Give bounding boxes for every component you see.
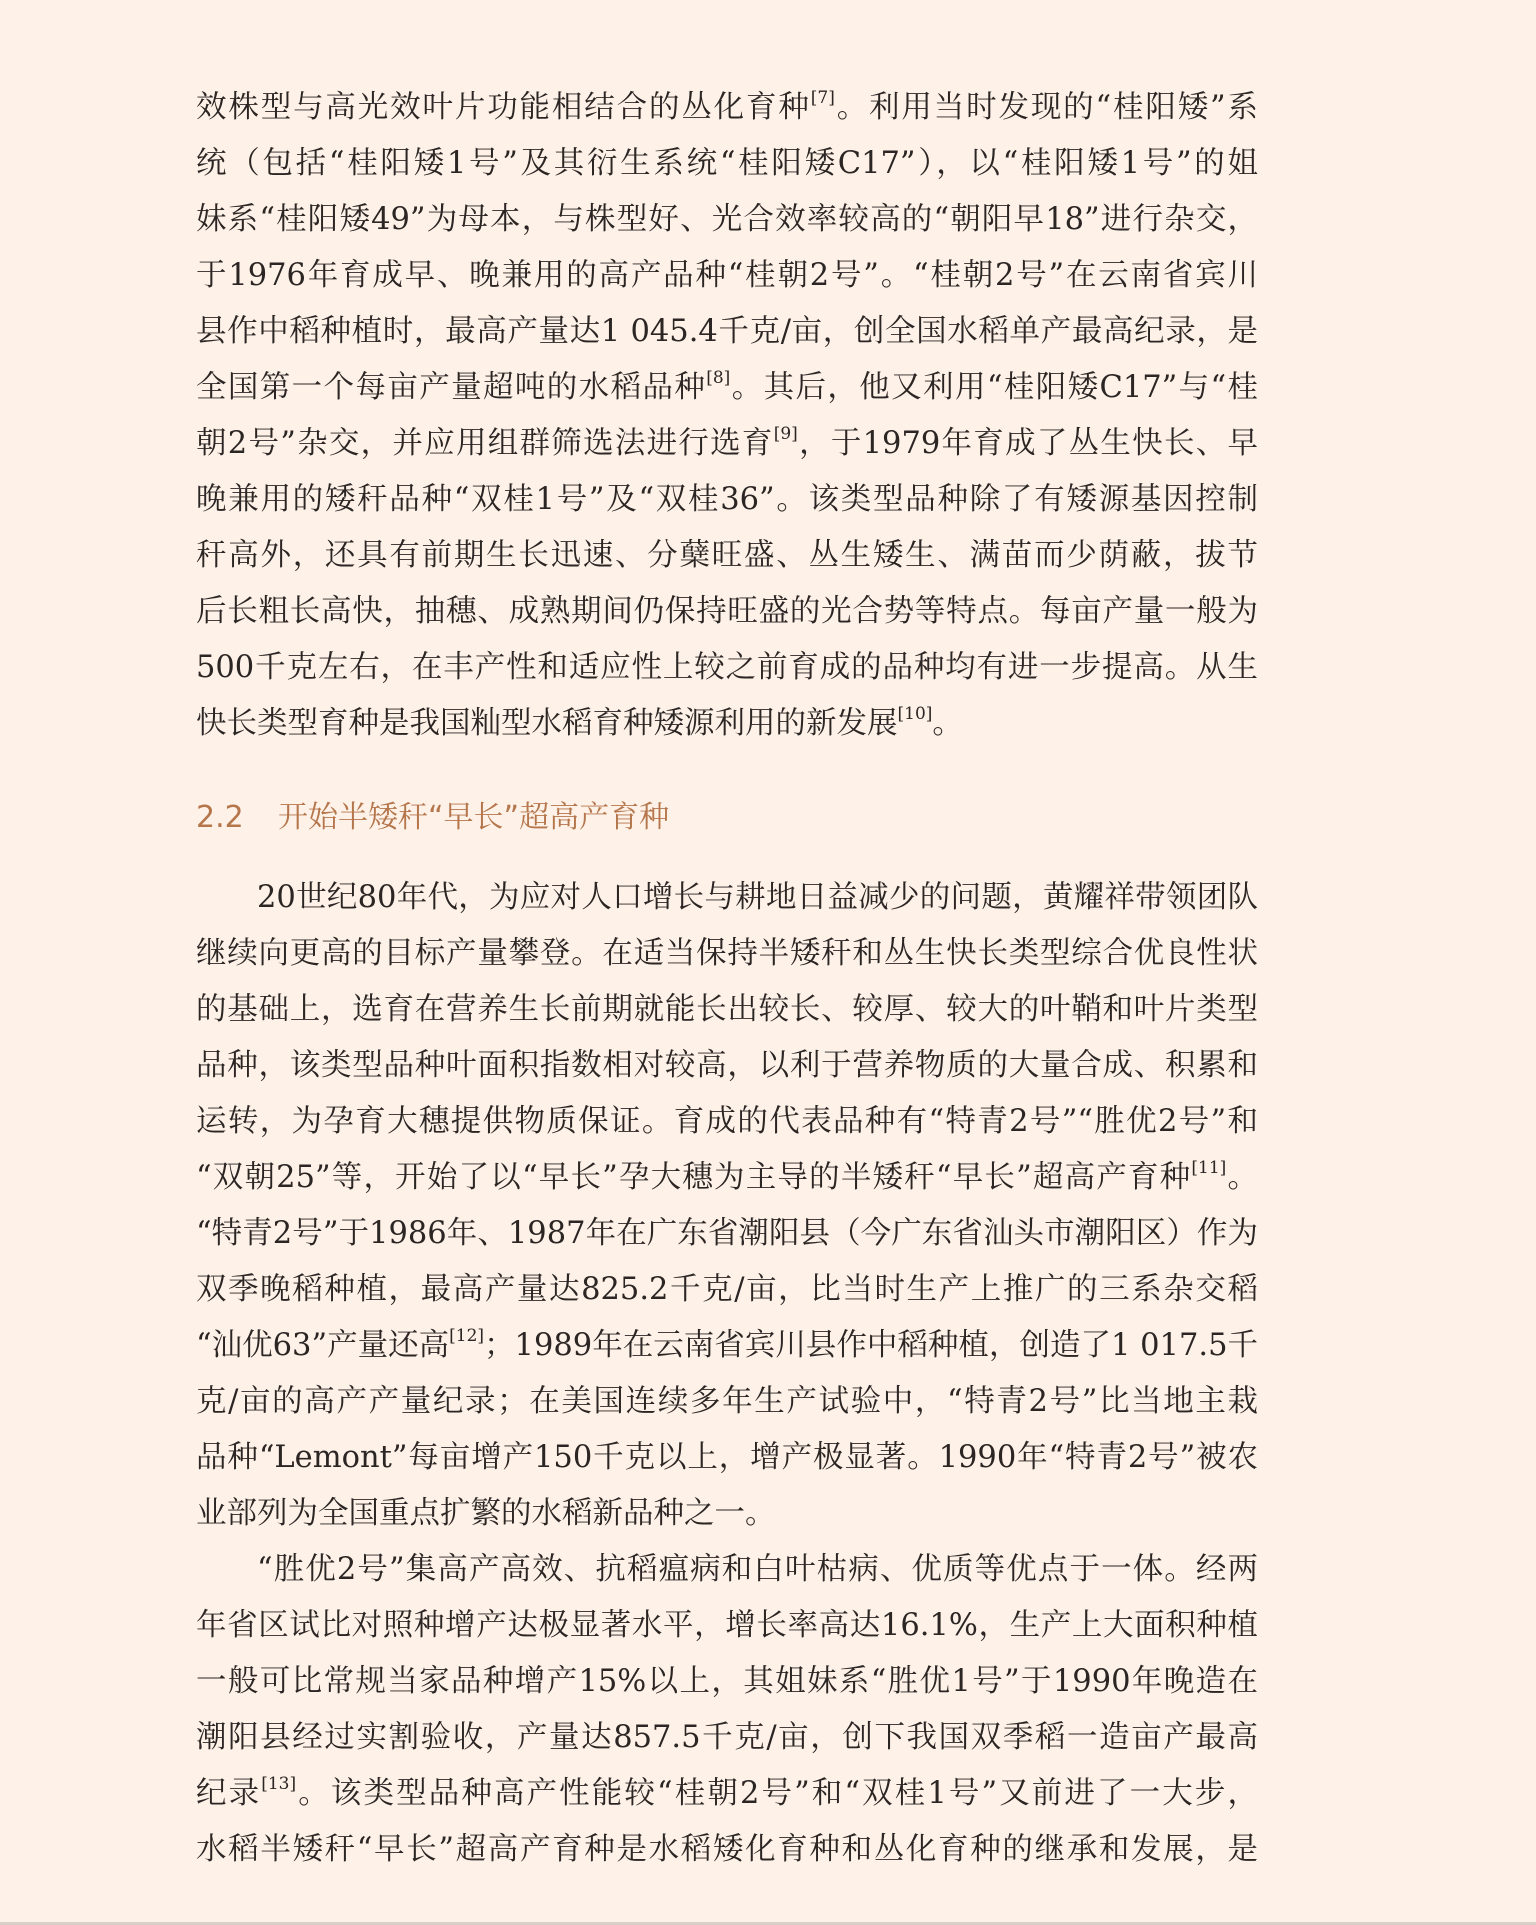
text-line: 品种“Lemont”每亩增产150千克以上，增产极显著。1990年“特青2号”被农 xyxy=(196,1440,1258,1475)
text-line: “胜优2号”集高产高效、抗稻瘟病和白叶枯病、优质等优点于一体。经两 xyxy=(257,1552,1258,1587)
text-line: 妹系“桂阳矮49”为母本，与株型好、光合效率较高的“朝阳早18”进行杂交， xyxy=(196,202,1258,237)
text-line: 水稻半矮秆“早长”超高产育种是水稻矮化育种和丛化育种的继承和发展，是 xyxy=(196,1832,1258,1867)
citation-8: [8] xyxy=(706,368,731,388)
text-line: 品种，该类型品种叶面积指数相对较高，以利于营养物质的大量合成、积累和 xyxy=(196,1048,1258,1083)
text-line: 秆高外，还具有前期生长迅速、分蘖旺盛、丛生矮生、满苗而少荫蔽，拔节 xyxy=(196,538,1258,573)
text-line: 运转，为孕育大穗提供物质保证。育成的代表品种有“特青2号”“胜优2号”和 xyxy=(196,1104,1258,1139)
section-title: 开始半矮秆“早长”超高产育种 xyxy=(278,800,670,835)
citation-12: [12] xyxy=(449,1326,485,1346)
citation-7: [7] xyxy=(810,88,835,108)
text-line: 统（包括“桂阳矮1号”及其衍生系统“桂阳矮C17”），以“桂阳矮1号”的姐 xyxy=(196,146,1258,181)
text-line: 的基础上，选育在营养生长前期就能长出较长、较厚、较大的叶鞘和叶片类型 xyxy=(196,992,1258,1027)
text-line: 20世纪80年代，为应对人口增长与耕地日益减少的问题，黄耀祥带领团队 xyxy=(257,880,1258,915)
text-line: 全国第一个每亩产量超吨的水稻品种[8]。其后，他又利用“桂阳矮C17”与“桂 xyxy=(196,368,1258,405)
page-body-bottom xyxy=(196,870,1258,1878)
paragraph-3 xyxy=(196,1542,1258,1878)
paragraph-1 xyxy=(196,80,1258,752)
text-line: 克/亩的高产产量纪录；在美国连续多年生产试验中，“特青2号”比当地主栽 xyxy=(196,1384,1258,1419)
text-line: “特青2号”于1986年、1987年在广东省潮阳县（今广东省汕头市潮阳区）作为 xyxy=(196,1216,1258,1251)
text-line: 纪录[13]。该类型品种高产性能较“桂朝2号”和“双桂1号”又前进了一大步， xyxy=(196,1774,1258,1811)
text-line: 后长粗长高快，抽穗、成熟期间仍保持旺盛的光合势等特点。每亩产量一般为 xyxy=(196,594,1258,629)
citation-10: [10] xyxy=(897,704,933,724)
citation-13: [13] xyxy=(261,1774,297,1794)
text-line: “汕优63”产量还高[12]；1989年在云南省宾川县作中稻种植，创造了1 017.5千 xyxy=(196,1326,1258,1363)
citation-11: [11] xyxy=(1191,1158,1227,1178)
text-line: 年省区试比对照种增产达极显著水平，增长率高达16.1%，生产上大面积种植 xyxy=(196,1608,1258,1643)
text-line: 快长类型育种是我国籼型水稻育种矮源利用的新发展[10]。 xyxy=(196,704,963,741)
text-line: 双季晚稻种植，最高产量达825.2千克/亩，比当时生产上推广的三系杂交稻 xyxy=(196,1272,1258,1307)
text-line: 业部列为全国重点扩繁的水稻新品种之一。 xyxy=(196,1496,776,1531)
text-line: 县作中稻种植时，最高产量达1 045.4千克/亩，创全国水稻单产最高纪录，是 xyxy=(196,314,1258,349)
page-body-top xyxy=(196,80,1258,752)
citation-9: [9] xyxy=(773,424,798,444)
text-line: 朝2号”杂交，并应用组群筛选法进行选育[9]，于1979年育成了丛生快长、早 xyxy=(196,424,1258,461)
text-line: 于1976年育成早、晚兼用的高产品种“桂朝2号”。“桂朝2号”在云南省宾川 xyxy=(196,258,1258,293)
section-number: 2.2 xyxy=(196,800,244,835)
text-line: 潮阳县经过实割验收，产量达857.5千克/亩，创下我国双季稻一造亩产最高 xyxy=(196,1720,1258,1755)
text-line: 继续向更高的目标产量攀登。在适当保持半矮秆和丛生快长类型综合优良性状 xyxy=(196,936,1258,971)
section-heading xyxy=(196,790,669,846)
text-line: “双朝25”等，开始了以“早长”孕大穗为主导的半矮秆“早长”超高产育种[11]。 xyxy=(196,1158,1258,1195)
text-line: 500千克左右，在丰产性和适应性上较之前育成的品种均有进一步提高。从生 xyxy=(196,650,1258,685)
paragraph-2 xyxy=(196,870,1258,1542)
text-line: 效株型与高光效叶片功能相结合的丛化育种[7]。利用当时发现的“桂阳矮”系 xyxy=(196,88,1258,125)
text-line: 一般可比常规当家品种增产15%以上，其姐妹系“胜优1号”于1990年晚造在 xyxy=(196,1664,1258,1699)
text-line: 晚兼用的矮秆品种“双桂1号”及“双桂36”。该类型品种除了有矮源基因控制 xyxy=(196,482,1258,517)
